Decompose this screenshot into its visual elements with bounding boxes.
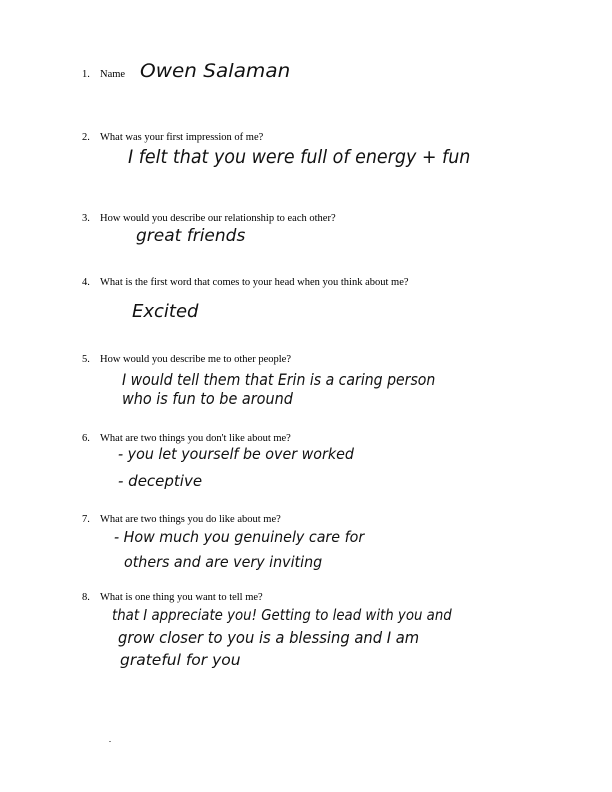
question-label: Name bbox=[100, 69, 126, 80]
question-number: 8. bbox=[82, 592, 90, 603]
question-number: 6. bbox=[82, 433, 90, 444]
question-label: How would you describe our relationship to each other? bbox=[100, 213, 336, 224]
question-number: 2. bbox=[82, 132, 90, 143]
answer-tell-line-2: grow closer to you is a blessing and I am bbox=[118, 628, 420, 647]
question-number: 4. bbox=[82, 277, 90, 288]
scan-speck bbox=[109, 741, 111, 742]
question-label: What are two things you do like about me? bbox=[100, 514, 281, 525]
question-8 bbox=[82, 591, 263, 604]
answer-like-2: others and are very inviting bbox=[124, 553, 323, 571]
question-label: What are two things you don't like about me? bbox=[100, 433, 291, 444]
question-6 bbox=[82, 432, 291, 445]
answer-tell-line-3: grateful for you bbox=[120, 651, 241, 669]
question-number: 5. bbox=[82, 354, 90, 365]
question-1 bbox=[82, 68, 125, 81]
answer-describe-line-1: I would tell them that Erin is a caring person bbox=[122, 370, 436, 389]
question-number: 3. bbox=[82, 213, 90, 224]
answer-relationship: great friends bbox=[136, 226, 246, 246]
question-number: 7. bbox=[82, 514, 90, 525]
question-number: 1. bbox=[82, 69, 90, 80]
question-label: How would you describe me to other people? bbox=[100, 354, 291, 365]
question-label: What is the first word that comes to your head when you think about me? bbox=[100, 277, 409, 288]
question-3 bbox=[82, 212, 336, 225]
answer-first-impression: I felt that you were full of energy + fun bbox=[128, 146, 471, 168]
question-label: What was your first impression of me? bbox=[100, 132, 264, 143]
answer-dislike-2: - deceptive bbox=[118, 472, 203, 490]
answer-first-word: Excited bbox=[132, 301, 199, 322]
answer-dislike-1: - you let yourself be over worked bbox=[118, 445, 354, 463]
answer-tell-line-1: that I appreciate you! Getting to lead with you and bbox=[112, 606, 452, 624]
question-5 bbox=[82, 353, 291, 366]
question-7 bbox=[82, 513, 281, 526]
question-4 bbox=[82, 276, 409, 289]
answer-like-1: - How much you genuinely care for bbox=[114, 528, 365, 546]
question-2 bbox=[82, 131, 263, 144]
question-label: What is one thing you want to tell me? bbox=[100, 592, 263, 603]
answer-describe-line-2: who is fun to be around bbox=[122, 389, 293, 408]
answer-name: Owen Salaman bbox=[140, 60, 291, 82]
